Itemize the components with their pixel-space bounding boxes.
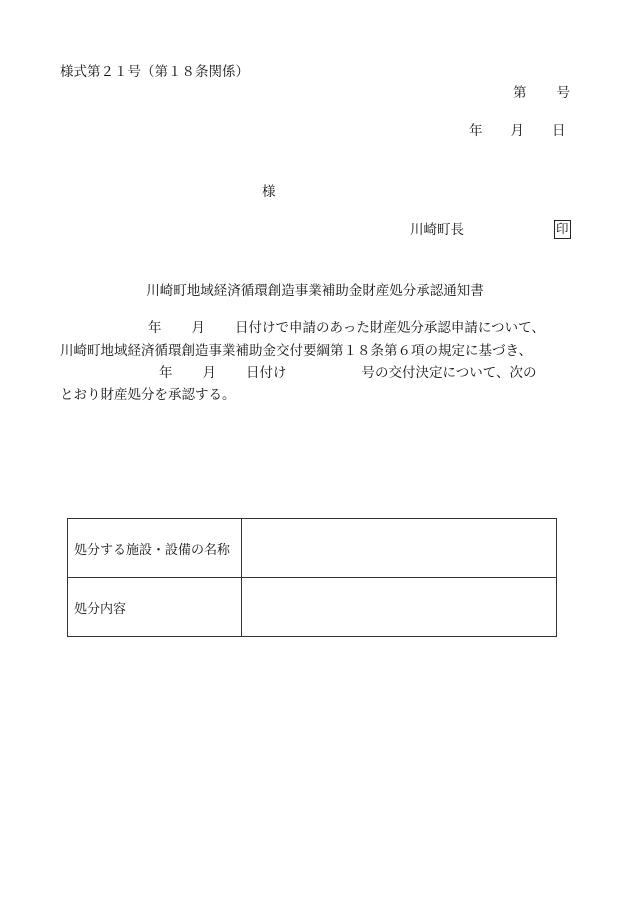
document-number (513, 87, 570, 101)
date-day: 日 (552, 123, 566, 139)
body-line-3-day: 日付け (246, 365, 287, 381)
issuer-title: 川崎町長 (410, 222, 464, 238)
body-line-1-month: 月 (191, 320, 205, 336)
body-line-3-year: 年 (159, 365, 173, 381)
body-line-3-month: 月 (202, 365, 216, 381)
body-line-1-year: 年 (148, 320, 162, 336)
disposal-content-label: 処分内容 (68, 578, 242, 637)
seal-mark: 印 (554, 220, 571, 239)
table-row (68, 519, 557, 578)
addressee-honorific: 様 (262, 184, 276, 200)
body-line-1-rest: 日付けで申請のあった財産処分承認申請について、 (235, 320, 545, 336)
doc-no-prefix: 第 (513, 85, 527, 101)
issue-date (469, 125, 566, 139)
body-line-3-rest: 号の交付決定について、次の (361, 365, 537, 381)
doc-no-suffix: 号 (556, 85, 570, 101)
body-line-2: 川崎町地域経済循環創造事業補助金交付要綱第１８条第６項の規定に基づき、 (60, 343, 532, 359)
disposal-table (67, 518, 557, 637)
body-line-1 (148, 322, 545, 336)
disposal-content-value (242, 578, 557, 637)
body-line-4: とおり財産処分を承認する。 (60, 387, 236, 403)
date-month: 月 (510, 123, 524, 139)
facility-name-label: 処分する施設・設備の名称 (68, 519, 242, 578)
facility-name-value (242, 519, 557, 578)
date-year: 年 (469, 123, 483, 139)
table-row (68, 578, 557, 637)
form-number: 様式第２１号（第１８条関係） (60, 64, 249, 80)
body-line-3 (159, 367, 536, 381)
document-title: 川崎町地域経済循環創造事業補助金財産処分承認通知書 (146, 283, 484, 299)
